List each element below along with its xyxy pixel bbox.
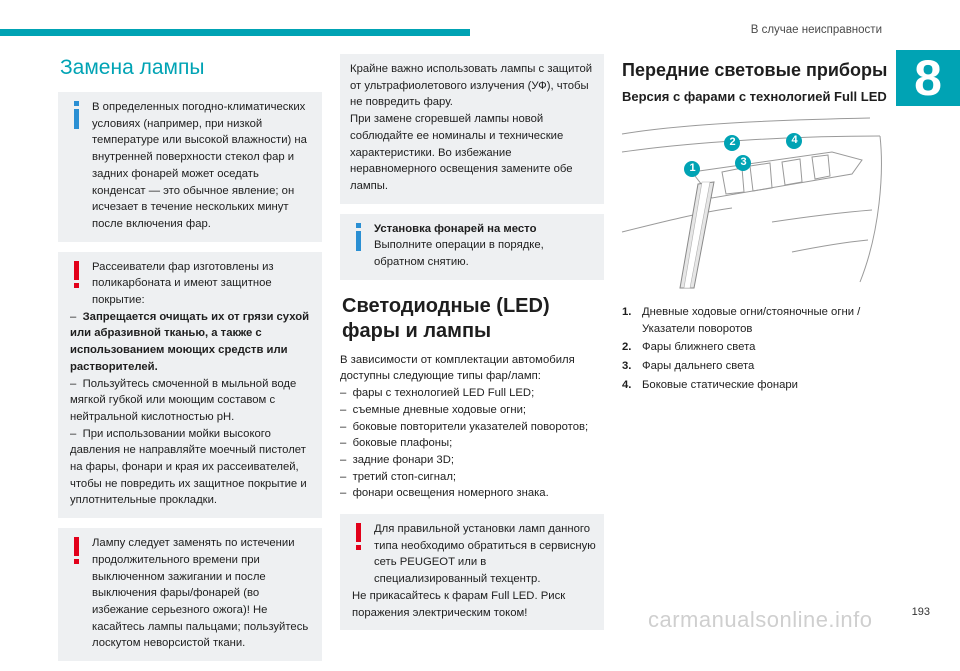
info-icon xyxy=(353,223,373,251)
lens-item-1: – Запрещается очищать их от грязи сухой или абразивной тканью, а также с использованием моющих средств или растворителей. xyxy=(70,310,310,373)
lens-item-2: – Пользуйтесь смоченной в мыльной воде мягкой губкой или моющим составом с нейтральной кислотностью pH. xyxy=(70,377,297,423)
info-icon xyxy=(71,101,91,129)
legend-item: 3. Фары дальнего света xyxy=(622,360,755,373)
page-number: 193 xyxy=(911,606,930,618)
condensation-text: В определенных погодно-климатических условиях (например, при низкой температуре или высокой влажности) на внутренней поверхности стекол фар и задних фонарей может оседать конденсат — это обычное явление; он исчезает в течение нескольких минут после включения фар. xyxy=(92,101,307,230)
column-left xyxy=(58,56,322,671)
legend-list xyxy=(622,304,894,394)
warning-icon xyxy=(71,261,91,289)
uv-lamp-box xyxy=(340,54,604,204)
list-item: – третий стоп-сигнал; xyxy=(340,470,457,483)
warning-box-lens-care xyxy=(58,252,322,519)
list-item: – фары с технологией LED Full LED; xyxy=(340,387,535,400)
list-item: – боковые плафоны; xyxy=(340,437,453,450)
warning-box-service xyxy=(340,514,604,630)
front-lights-title: Передние световые приборы xyxy=(622,60,888,80)
watermark: carmanualsonline.info xyxy=(648,607,873,632)
list-item: – боковые повторители указателей поворотов; xyxy=(340,420,589,433)
headlamp-illustration xyxy=(622,112,884,290)
list-item: – задние фонари 3D; xyxy=(340,453,454,466)
section-title: В случае неисправности xyxy=(750,24,882,36)
header-accent-bar xyxy=(0,29,470,36)
marker-layer xyxy=(622,112,884,290)
legend-item: 1. Дневные ходовые огни/стояночные огни / Указатели поворотов xyxy=(622,306,861,335)
lamp-replacement-title: Замена лампы xyxy=(60,56,205,79)
replacement-text: При замене сгоревшей лампы новой соблюдайте ее номиналы и технические характеристики. Во избежание неравномерного освещения замените обе лампы. xyxy=(350,113,573,192)
marker-4: 4 xyxy=(791,134,798,146)
column-right xyxy=(622,56,894,396)
warning-icon xyxy=(71,537,91,565)
service-text: Для правильной установки ламп данного типа необходимо обратиться в сервисную сеть PEUGEOT или в специализированный техцентр. xyxy=(374,523,596,586)
refit-text: Выполните операции в порядке, обратном снятию. xyxy=(374,239,544,269)
led-intro: В зависимости от комплектации автомобиля доступны следующие типы фар/ламп: xyxy=(340,353,575,383)
marker-3: 3 xyxy=(740,156,747,168)
led-title: Светодиодные (LED) фары и лампы xyxy=(342,294,550,342)
info-box-refit xyxy=(340,214,604,280)
info-box-condensation xyxy=(58,92,322,242)
warning-icon xyxy=(353,523,373,551)
list-item: – фонари освещения номерного знака. xyxy=(340,487,549,500)
uv-text: Крайне важно использовать лампы с защитой от ультрафиолетового излучения (УФ), чтобы не повредить фару. xyxy=(350,63,593,109)
burn-warning-text: Лампу следует заменять по истечении продолжительного времени при выключенном зажигании и после выключения фары/фонарей (во избежание серьезного ожога)! Не касайтесь лампы пальцами; пользуйтесь лоскутом неворсистой ткани. xyxy=(92,537,309,650)
legend-item: 4. Боковые статические фонари xyxy=(622,378,798,391)
marker-2: 2 xyxy=(729,136,736,148)
legend-item: 2. Фары ближнего света xyxy=(622,341,756,354)
chapter-number: 8 xyxy=(896,50,960,106)
led-section xyxy=(340,352,604,502)
refit-title: Установка фонарей на место xyxy=(374,222,537,235)
list-item: – съемные дневные ходовые огни; xyxy=(340,403,527,416)
full-led-subtitle: Версия с фарами с технологией Full LED xyxy=(622,89,887,104)
lens-intro: Рассеиватели фар изготовлены из поликарбоната и имеют защитное покрытие: xyxy=(92,260,274,307)
shock-text: Не прикасайтесь к фарам Full LED. Риск поражения электрическим током! xyxy=(352,589,566,619)
marker-1: 1 xyxy=(689,162,696,174)
warning-box-burn xyxy=(58,528,322,661)
column-middle xyxy=(340,54,604,640)
lens-item-3: – При использовании мойки высокого давления не направляйте моечный пистолет на фары, фонари и края их рассеивателей, чтобы не повредить их защитное покрытие и уплотнительные прокладки. xyxy=(70,427,307,507)
